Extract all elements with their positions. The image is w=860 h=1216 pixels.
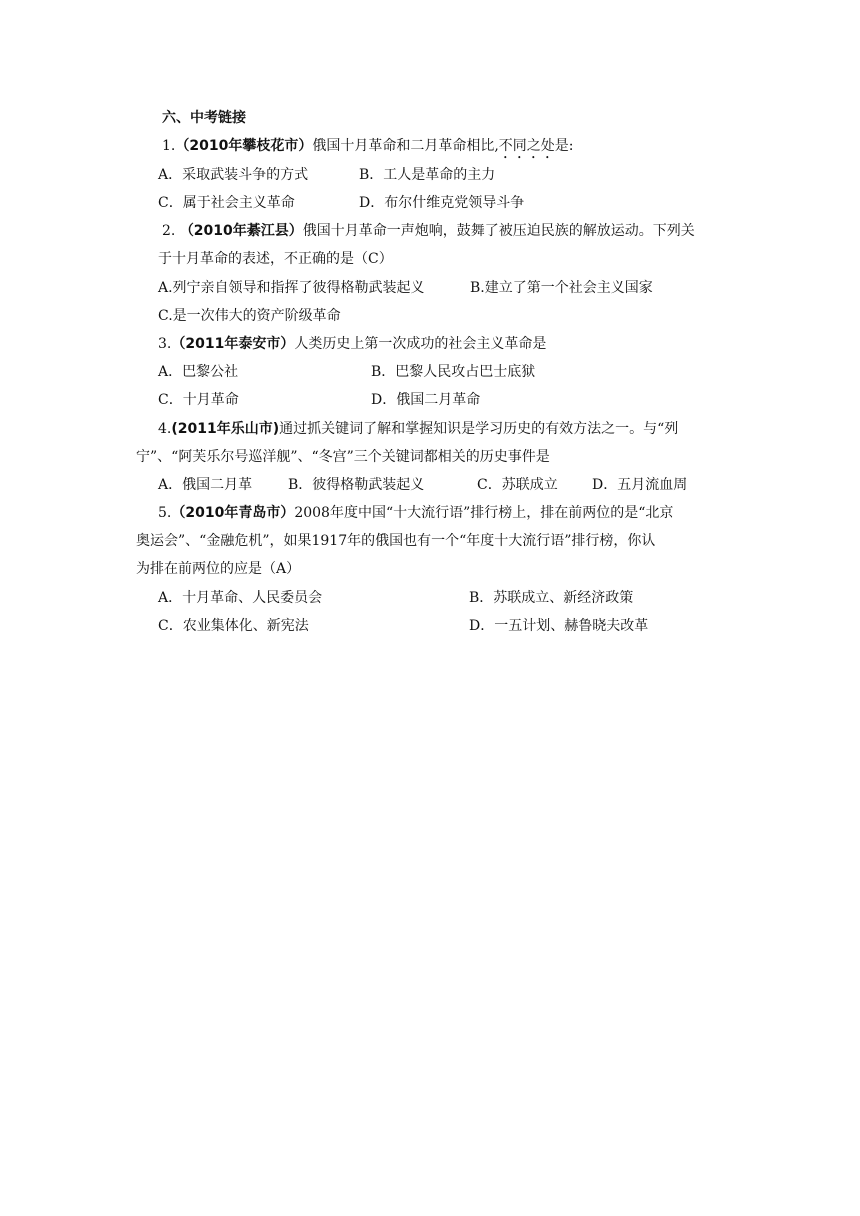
question-stem: 2008年度中国“十大流行语”排行榜上，排在前两位的是“北京 xyxy=(294,505,674,521)
option-3d: D．俄国二月革命 xyxy=(371,392,481,408)
question-3 xyxy=(158,335,546,353)
question-stem-end: 是: xyxy=(554,138,574,154)
option-1d: D．布尔什维克党领导斗争 xyxy=(359,195,525,211)
question-source: (2011年乐山市) xyxy=(171,421,280,437)
question-2-line2: 于十月革命的表述，不正确的是（C） xyxy=(158,251,393,267)
question-source: （2010年青岛市） xyxy=(171,505,295,521)
question-source: （2011年泰安市） xyxy=(171,336,295,352)
option-1b: B．工人是革命的主力 xyxy=(359,167,496,183)
question-stem-emphasis: 不同之处 xyxy=(498,138,555,154)
option-3b: B．巴黎人民攻占巴士底狱 xyxy=(371,364,536,380)
section-heading: 六、中考链接 xyxy=(162,110,246,126)
question-4 xyxy=(158,420,678,438)
question-1 xyxy=(162,137,574,162)
question-4-line2: 宁”、“阿芙乐尔号巡洋舰”、“冬宫”三个关键词都相关的历史事件是 xyxy=(136,449,550,465)
question-number: 3. xyxy=(158,336,172,352)
question-2 xyxy=(162,222,695,240)
option-2a: A.列宁亲自领导和指挥了彼得格勒武装起义 xyxy=(158,280,425,296)
question-stem: 人类历史上第一次成功的社会主义革命是 xyxy=(294,336,547,352)
question-source: （2010年攀枝花市） xyxy=(175,138,313,154)
question-5 xyxy=(158,504,673,522)
question-stem: 俄国十月革命一声炮响，鼓舞了被压迫民族的解放运动。下列关 xyxy=(302,223,695,239)
option-2c: C.是一次伟大的资产阶级革命 xyxy=(158,308,341,324)
question-5-line3: 为排在前两位的应是（A） xyxy=(136,561,301,577)
option-5c: C．农业集体化、新宪法 xyxy=(158,618,309,634)
option-3c: C．十月革命 xyxy=(158,392,239,408)
option-1c: C．属于社会主义革命 xyxy=(158,195,295,211)
question-number: 2. xyxy=(162,223,176,239)
option-1a: A．采取武装斗争的方式 xyxy=(158,167,309,183)
option-5d: D．一五计划、赫鲁晓夫改革 xyxy=(469,618,649,634)
option-4c: C．苏联成立 xyxy=(477,477,558,493)
question-number: 5. xyxy=(158,505,172,521)
question-source: （2010年綦江县） xyxy=(179,223,303,239)
option-4b: B．彼得格勒武装起义 xyxy=(288,477,425,493)
option-4a: A．俄国二月革 xyxy=(158,477,253,493)
question-number: 1. xyxy=(162,138,176,154)
option-4d: D．五月流血周 xyxy=(592,477,688,493)
option-5a: A．十月革命、人民委员会 xyxy=(158,590,323,606)
question-5-line2: 奥运会”、“金融危机”，如果1917年的俄国也有一个“年度十大流行语”排行榜，你认 xyxy=(136,533,656,549)
option-5b: B．苏联成立、新经济政策 xyxy=(469,590,634,606)
question-number: 4. xyxy=(158,421,172,437)
question-stem: 通过抓关键词了解和掌握知识是学习历史的有效方法之一。与“列 xyxy=(279,421,679,437)
option-3a: A．巴黎公社 xyxy=(158,364,239,380)
question-stem: 俄国十月革命和二月革命相比, xyxy=(312,138,499,154)
option-2b: B.建立了第一个社会主义国家 xyxy=(470,280,653,296)
